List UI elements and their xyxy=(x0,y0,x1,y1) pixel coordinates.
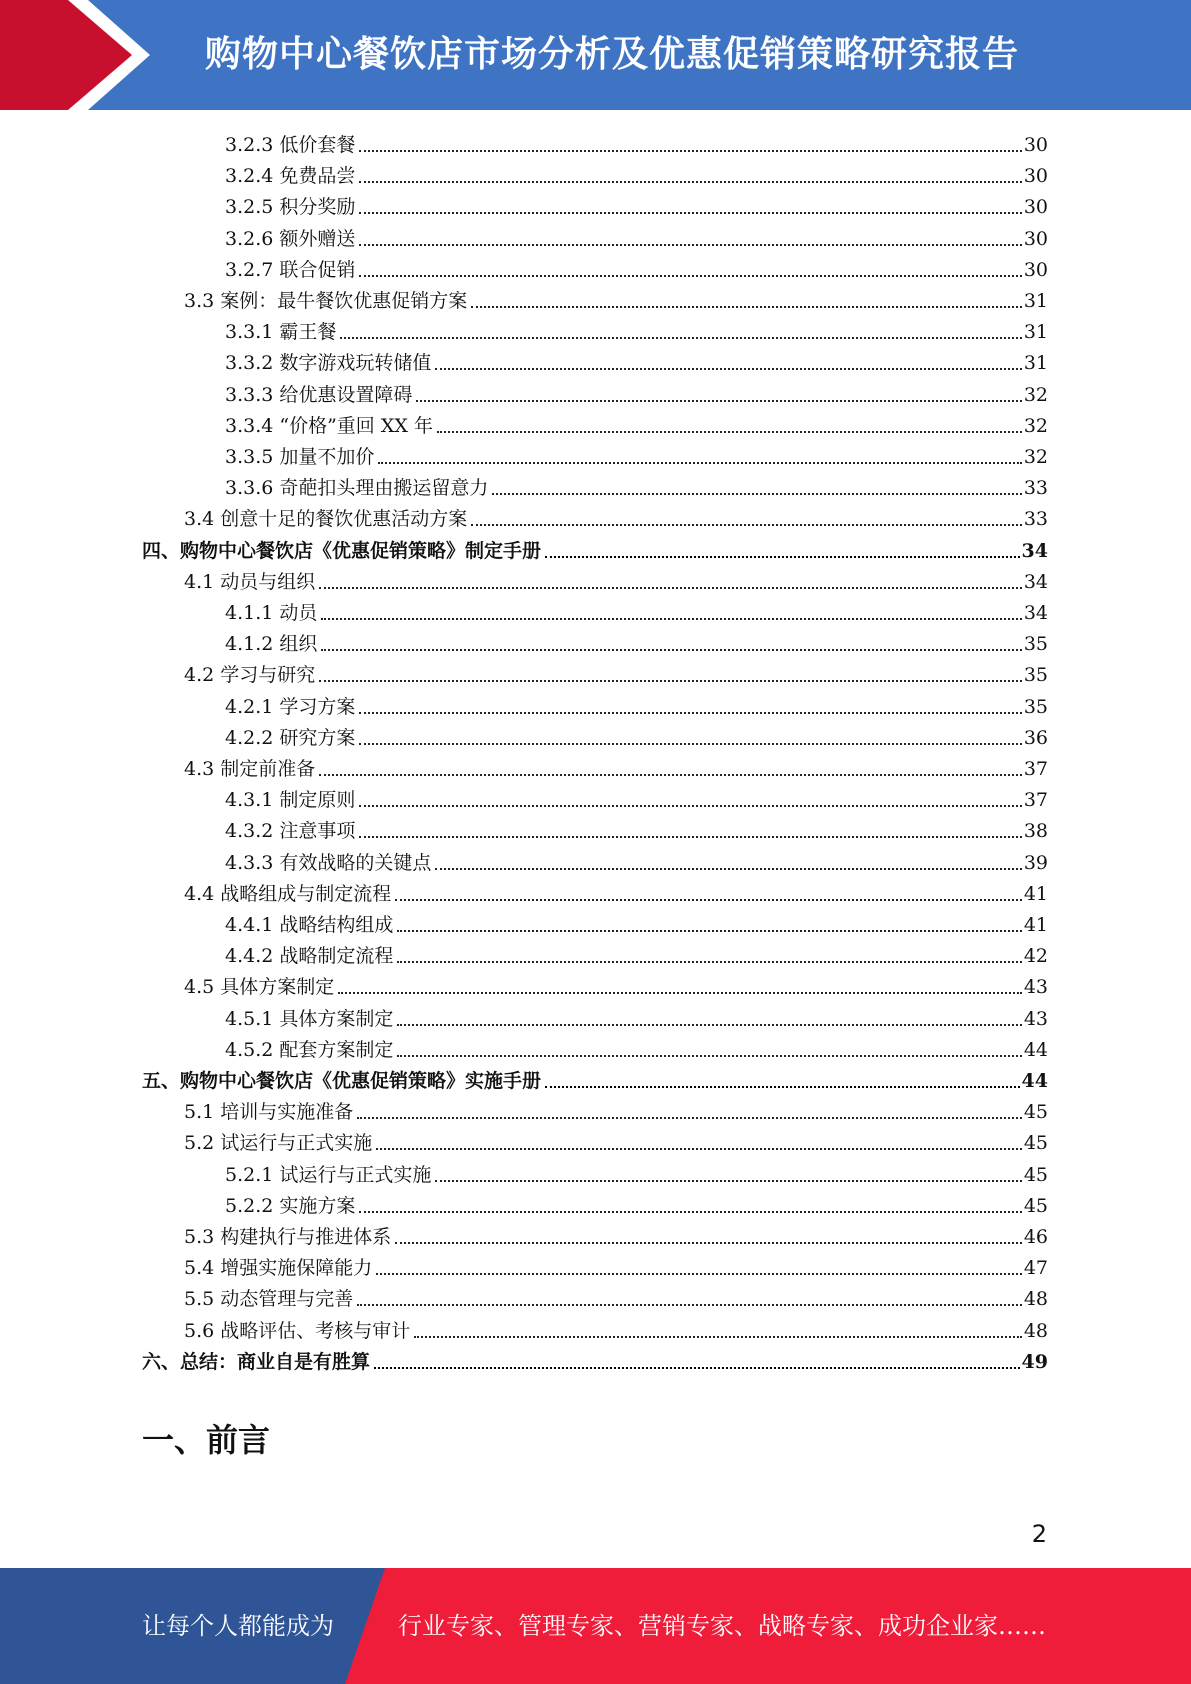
toc-dot-leader xyxy=(321,649,1021,651)
toc-entry-title: 3.3.4 “价格”重回 XX 年 xyxy=(225,414,433,437)
toc-dot-leader xyxy=(359,743,1021,745)
toc-entry-page: 35 xyxy=(1023,664,1048,687)
toc-entry-title: 4.1.1 动员 xyxy=(225,602,318,624)
toc-entry-page: 44 xyxy=(1023,1038,1048,1061)
toc-dot-leader xyxy=(376,1273,1022,1275)
toc-entry[interactable] xyxy=(225,1157,1048,1188)
toc-entry[interactable] xyxy=(184,283,1048,314)
toc-entry[interactable] xyxy=(225,345,1048,376)
toc-entry-title: 5.6 战略评估、考核与审计 xyxy=(184,1319,411,1342)
toc-entry[interactable] xyxy=(184,751,1048,782)
toc-entry-page: 36 xyxy=(1023,726,1048,749)
toc-entry[interactable] xyxy=(225,813,1048,844)
toc-entry-page: 35 xyxy=(1023,695,1048,718)
toc-entry-page: 37 xyxy=(1023,789,1048,812)
toc-entry[interactable] xyxy=(184,969,1048,1000)
toc-entry-title: 5.4 增强实施保障能力 xyxy=(184,1257,373,1280)
toc-entry[interactable] xyxy=(225,689,1048,720)
toc-entry-title: 5.2.1 试运行与正式实施 xyxy=(225,1163,432,1186)
toc-dot-leader xyxy=(319,587,1022,589)
toc-entry[interactable] xyxy=(225,626,1048,657)
toc-entry-title: 4.4 战略组成与制定流程 xyxy=(184,882,392,905)
toc-entry-title: 3.2.3 低价套餐 xyxy=(225,134,356,156)
toc-dot-leader xyxy=(357,1304,1022,1306)
toc-entry-title: 4.3.2 注意事项 xyxy=(225,820,356,843)
toc-dot-leader xyxy=(378,462,1021,464)
toc-entry-page: 38 xyxy=(1023,820,1048,843)
toc-entry[interactable] xyxy=(225,595,1048,626)
toc-dot-leader xyxy=(492,493,1021,495)
toc-entry[interactable] xyxy=(225,314,1048,345)
toc-dot-leader xyxy=(321,618,1021,620)
toc-entry[interactable] xyxy=(225,470,1048,501)
toc-entry-page: 31 xyxy=(1023,321,1048,344)
toc-dot-leader xyxy=(374,1367,1020,1369)
toc-dot-leader xyxy=(545,1086,1020,1088)
toc-dot-leader xyxy=(359,244,1021,246)
toc-dot-leader xyxy=(319,680,1022,682)
toc-entry-title: 3.3.5 加量不加价 xyxy=(225,446,375,468)
toc-entry-title: 4.3 制定前准备 xyxy=(184,758,316,780)
toc-entry[interactable] xyxy=(225,127,1048,158)
toc-dot-leader xyxy=(359,805,1021,807)
page-footer xyxy=(0,1568,1191,1684)
toc-entry[interactable] xyxy=(225,845,1048,876)
toc-entry[interactable] xyxy=(225,221,1048,252)
toc-dot-leader xyxy=(376,1148,1022,1150)
toc-entry-page: 45 xyxy=(1023,1194,1048,1217)
toc-entry-title: 3.2.7 联合促销 xyxy=(225,258,356,281)
toc-entry[interactable] xyxy=(225,252,1048,283)
toc-entry-page: 30 xyxy=(1023,165,1048,188)
toc-entry-title: 3.3.6 奇葩扣头理由搬运留意力 xyxy=(225,477,489,500)
toc-entry[interactable] xyxy=(225,782,1048,813)
toc-dot-leader xyxy=(357,1117,1022,1119)
toc-entry-page: 31 xyxy=(1023,352,1048,375)
toc-entry-title: 5.1 培训与实施准备 xyxy=(184,1101,354,1124)
toc-entry-title: 5.2 试运行与正式实施 xyxy=(184,1132,373,1155)
footer-slogan-left: 让每个人都能成为 xyxy=(142,1612,334,1640)
toc-dot-leader xyxy=(397,1055,1021,1057)
footer-slogan-right: 行业专家、管理专家、营销专家、战略专家、成功企业家…… xyxy=(398,1612,1046,1640)
toc-dot-leader xyxy=(359,150,1021,152)
toc-entry-page: 30 xyxy=(1023,134,1048,156)
toc-entry[interactable] xyxy=(184,1094,1048,1125)
document-title: 购物中心餐饮店市场分析及优惠促销策略研究报告 xyxy=(205,34,1020,75)
toc-entry-page: 34 xyxy=(1021,539,1048,562)
toc-entry-title: 3.4 创意十足的餐饮优惠活动方案 xyxy=(184,508,468,531)
toc-entry-title: 4.4.1 战略结构组成 xyxy=(225,914,394,936)
toc-entry-title: 3.2.5 积分奖励 xyxy=(225,196,356,219)
toc-entry-page: 48 xyxy=(1023,1288,1048,1311)
toc-dot-leader xyxy=(359,181,1021,183)
toc-entry[interactable] xyxy=(184,501,1048,532)
toc-entry[interactable] xyxy=(225,938,1048,969)
toc-dot-leader xyxy=(319,774,1022,776)
toc-entry-title: 4.3.1 制定原则 xyxy=(225,789,356,812)
toc-entry-page: 32 xyxy=(1023,446,1048,468)
toc-entry-page: 30 xyxy=(1023,258,1048,281)
toc-dot-leader xyxy=(359,836,1021,838)
page-number: 2 xyxy=(1031,1520,1047,1548)
toc-dot-leader xyxy=(359,1211,1021,1213)
toc-entry[interactable] xyxy=(225,189,1048,220)
toc-entry[interactable] xyxy=(184,876,1048,907)
toc-entry[interactable] xyxy=(142,533,1048,564)
toc-entry-page: 46 xyxy=(1023,1226,1048,1248)
toc-entry[interactable] xyxy=(225,1001,1048,1032)
toc-entry-page: 30 xyxy=(1023,196,1048,219)
toc-entry-title: 3.2.4 免费品尝 xyxy=(225,165,356,188)
toc-entry-page: 39 xyxy=(1023,851,1048,874)
toc-entry-title: 3.3.1 霸王餐 xyxy=(225,321,337,344)
toc-entry-title: 4.2.1 学习方案 xyxy=(225,695,356,718)
toc-entry-page: 45 xyxy=(1023,1132,1048,1155)
toc-entry-title: 4.1 动员与组织 xyxy=(184,570,316,593)
toc-entry-title: 3.2.6 额外赠送 xyxy=(225,227,356,250)
toc-entry-title: 3.3.3 给优惠设置障碍 xyxy=(225,383,413,406)
toc-dot-leader xyxy=(545,556,1020,558)
toc-dot-leader xyxy=(397,930,1021,932)
toc-entry[interactable] xyxy=(184,564,1048,595)
toc-dot-leader xyxy=(359,275,1021,277)
toc-entry-page: 45 xyxy=(1023,1101,1048,1124)
toc-entry-page: 47 xyxy=(1023,1257,1048,1280)
toc-entry[interactable] xyxy=(142,1344,1048,1375)
toc-entry-page: 32 xyxy=(1023,383,1048,406)
toc-entry-page: 43 xyxy=(1023,1007,1048,1030)
toc-entry-title: 4.2 学习与研究 xyxy=(184,664,316,687)
toc-entry[interactable] xyxy=(225,720,1048,751)
toc-entry[interactable] xyxy=(184,1281,1048,1312)
toc-entry[interactable] xyxy=(225,439,1048,470)
toc-entry-page: 44 xyxy=(1021,1070,1048,1092)
toc-entry-title: 4.2.2 研究方案 xyxy=(225,726,356,749)
toc-entry-title: 4.4.2 战略制定流程 xyxy=(225,945,394,968)
toc-entry[interactable] xyxy=(184,1125,1048,1156)
toc-entry-page: 31 xyxy=(1023,290,1048,312)
toc-dot-leader xyxy=(340,337,1021,339)
toc-entry-page: 33 xyxy=(1023,508,1048,531)
toc-entry-page: 32 xyxy=(1023,414,1048,437)
toc-entry-page: 37 xyxy=(1023,758,1048,780)
toc-entry[interactable] xyxy=(225,1188,1048,1219)
toc-entry-title: 5.5 动态管理与完善 xyxy=(184,1288,354,1311)
toc-entry[interactable] xyxy=(184,1313,1048,1344)
toc-entry-page: 35 xyxy=(1023,633,1048,656)
toc-entry[interactable] xyxy=(184,1219,1048,1250)
header-arrow-decoration xyxy=(0,0,150,110)
toc-entry-page: 41 xyxy=(1023,882,1048,905)
toc-entry[interactable] xyxy=(225,377,1048,408)
toc-entry-page: 49 xyxy=(1021,1350,1048,1373)
toc-entry-title: 4.5.2 配套方案制定 xyxy=(225,1038,394,1061)
toc-entry-title: 4.3.3 有效战略的关键点 xyxy=(225,851,432,874)
toc-entry-title: 4.5.1 具体方案制定 xyxy=(225,1007,394,1030)
toc-entry[interactable] xyxy=(225,408,1048,439)
toc-entry-title: 5.2.2 实施方案 xyxy=(225,1194,356,1217)
toc-dot-leader xyxy=(435,368,1021,370)
toc-entry-page: 34 xyxy=(1023,602,1048,624)
toc-entry-page: 48 xyxy=(1023,1319,1048,1342)
toc-dot-leader xyxy=(338,992,1022,994)
toc-dot-leader xyxy=(471,524,1022,526)
section-heading: 一、前言 xyxy=(142,1421,271,1459)
toc-entry-page: 34 xyxy=(1023,570,1048,593)
toc-entry-page: 42 xyxy=(1023,945,1048,968)
toc-entry[interactable] xyxy=(142,1063,1048,1094)
page-header xyxy=(0,0,1191,110)
toc-entry[interactable] xyxy=(225,1032,1048,1063)
toc-entry-page: 30 xyxy=(1023,227,1048,250)
toc-entry-title: 3.3 案例：最牛餐饮优惠促销方案 xyxy=(184,290,468,312)
toc-dot-leader xyxy=(395,899,1022,901)
toc-entry-title: 5.3 构建执行与推进体系 xyxy=(184,1226,392,1248)
toc-dot-leader xyxy=(471,306,1022,308)
toc-entry-title: 五、购物中心餐饮店《优惠促销策略》实施手册 xyxy=(142,1070,542,1092)
toc-dot-leader xyxy=(435,868,1021,870)
toc-dot-leader xyxy=(359,712,1021,714)
toc-entry[interactable] xyxy=(225,907,1048,938)
toc-entry-title: 六、总结：商业自是有胜算 xyxy=(142,1350,371,1373)
toc-entry-title: 4.5 具体方案制定 xyxy=(184,976,335,999)
toc-entry[interactable] xyxy=(225,158,1048,189)
toc-dot-leader xyxy=(437,431,1022,433)
toc-entry-page: 33 xyxy=(1023,477,1048,500)
toc-dot-leader xyxy=(414,1336,1022,1338)
toc-entry-page: 45 xyxy=(1023,1163,1048,1186)
toc-entry-page: 43 xyxy=(1023,976,1048,999)
toc-dot-leader xyxy=(359,212,1021,214)
toc-entry-title: 4.1.2 组织 xyxy=(225,633,318,656)
toc-dot-leader xyxy=(397,961,1021,963)
toc-entry[interactable] xyxy=(184,1250,1048,1281)
toc-entry-page: 41 xyxy=(1023,914,1048,936)
toc-entry[interactable] xyxy=(184,657,1048,688)
toc-dot-leader xyxy=(395,1242,1022,1244)
toc-entry-title: 四、购物中心餐饮店《优惠促销策略》制定手册 xyxy=(142,539,542,562)
toc-dot-leader xyxy=(416,400,1021,402)
toc-dot-leader xyxy=(397,1024,1021,1026)
toc-dot-leader xyxy=(435,1180,1021,1182)
toc-entry-title: 3.3.2 数字游戏玩转储值 xyxy=(225,352,432,375)
